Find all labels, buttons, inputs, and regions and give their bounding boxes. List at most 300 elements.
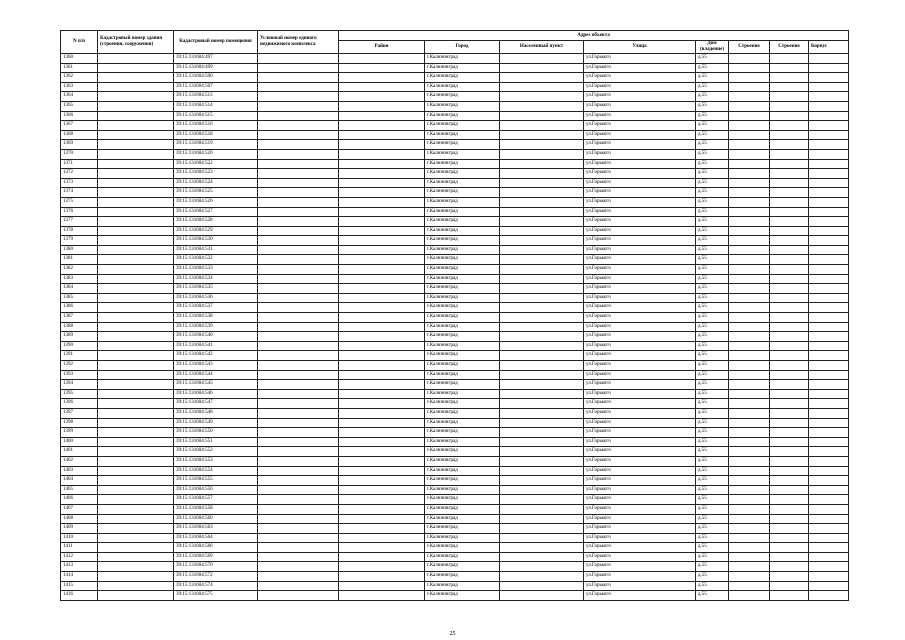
cell-city: г.Калининград xyxy=(425,562,500,572)
cell-block xyxy=(809,121,849,131)
cell-num: 1388 xyxy=(61,322,98,332)
cell-street: ул.Горького xyxy=(584,341,696,351)
table-row xyxy=(61,236,849,246)
cell-cad-room: 39:15:131604:557 xyxy=(174,495,258,505)
cell-cad-room: 39:15:131604:519 xyxy=(174,140,258,150)
cell-settlement xyxy=(500,361,584,371)
cell-street: ул.Горького xyxy=(584,389,696,399)
cell-cad-room: 39:15:131604:553 xyxy=(174,456,258,466)
cell-cad-building xyxy=(98,54,174,64)
cell-city: г.Калининград xyxy=(425,466,500,476)
cell-cad-room: 39:15:131604:569 xyxy=(174,552,258,562)
cell-korpus xyxy=(729,476,770,486)
cell-block xyxy=(809,236,849,246)
cell-settlement xyxy=(500,543,584,553)
col-header-cad-building: Кадастровый номер здания (строения, сооружения) xyxy=(98,31,174,54)
table-row xyxy=(61,514,849,524)
table-row xyxy=(61,399,849,409)
cell-cad-building xyxy=(98,82,174,92)
cell-korpus xyxy=(729,226,770,236)
cell-city: г.Калининград xyxy=(425,149,500,159)
cell-district xyxy=(339,466,425,476)
cell-street: ул.Горького xyxy=(584,408,696,418)
cell-street: ул.Горького xyxy=(584,524,696,534)
cell-complex xyxy=(258,447,339,457)
cell-street: ул.Горького xyxy=(584,63,696,73)
cell-street: ул.Горького xyxy=(584,370,696,380)
cell-house: д.55 xyxy=(696,572,729,582)
table-row xyxy=(61,188,849,198)
cell-cad-building xyxy=(98,226,174,236)
cell-city: г.Калининград xyxy=(425,274,500,284)
cell-korpus xyxy=(729,524,770,534)
cell-city: г.Калининград xyxy=(425,485,500,495)
cell-cad-room: 39:15:131604:563 xyxy=(174,524,258,534)
cell-cad-building xyxy=(98,408,174,418)
cell-cad-building xyxy=(98,197,174,207)
table-row xyxy=(61,245,849,255)
cell-block xyxy=(809,524,849,534)
cell-cad-room: 39:15:131604:541 xyxy=(174,341,258,351)
cell-house: д.55 xyxy=(696,130,729,140)
cell-block xyxy=(809,207,849,217)
cell-building xyxy=(770,466,809,476)
cell-district xyxy=(339,562,425,572)
cell-house: д.55 xyxy=(696,101,729,111)
table-row xyxy=(61,159,849,169)
cell-cad-room: 39:15:131604:538 xyxy=(174,313,258,323)
cell-num: 1408 xyxy=(61,514,98,524)
cell-korpus xyxy=(729,255,770,265)
cell-street: ул.Горького xyxy=(584,207,696,217)
cell-cad-building xyxy=(98,524,174,534)
table-row xyxy=(61,533,849,543)
cell-cad-room: 39:15:131604:537 xyxy=(174,303,258,313)
cell-complex xyxy=(258,245,339,255)
cell-cad-room: 39:15:131604:545 xyxy=(174,380,258,390)
cell-cad-room: 39:15:131604:534 xyxy=(174,274,258,284)
cell-house: д.55 xyxy=(696,197,729,207)
cell-cad-building xyxy=(98,341,174,351)
cell-city: г.Калининград xyxy=(425,255,500,265)
cell-cad-building xyxy=(98,504,174,514)
table-row xyxy=(61,418,849,428)
cell-cad-building xyxy=(98,332,174,342)
cell-settlement xyxy=(500,533,584,543)
cell-district xyxy=(339,92,425,102)
cell-num: 1407 xyxy=(61,504,98,514)
cell-complex xyxy=(258,140,339,150)
cell-house: д.55 xyxy=(696,255,729,265)
cell-settlement xyxy=(500,572,584,582)
cell-district xyxy=(339,380,425,390)
cell-korpus xyxy=(729,562,770,572)
cell-cad-room: 39:15:131604:532 xyxy=(174,255,258,265)
cell-cad-room: 39:15:131604:531 xyxy=(174,245,258,255)
cell-block xyxy=(809,313,849,323)
col-header-district: Район xyxy=(339,41,425,54)
cell-korpus xyxy=(729,389,770,399)
cell-district xyxy=(339,504,425,514)
cell-cad-building xyxy=(98,370,174,380)
cell-cad-room: 39:15:131604:548 xyxy=(174,408,258,418)
cell-house: д.55 xyxy=(696,226,729,236)
cell-street: ул.Горького xyxy=(584,504,696,514)
cell-city: г.Калининград xyxy=(425,428,500,438)
cell-district xyxy=(339,274,425,284)
cell-building xyxy=(770,274,809,284)
cell-settlement xyxy=(500,313,584,323)
cell-district xyxy=(339,169,425,179)
cell-cad-building xyxy=(98,245,174,255)
cell-cad-room: 39:15:131604:574 xyxy=(174,581,258,591)
cell-street: ул.Горького xyxy=(584,591,696,601)
cell-street: ул.Горького xyxy=(584,255,696,265)
cell-cad-room: 39:15:131604:542 xyxy=(174,351,258,361)
cell-settlement xyxy=(500,437,584,447)
col-header-block: Корпус xyxy=(809,41,849,54)
cell-settlement xyxy=(500,380,584,390)
cell-block xyxy=(809,361,849,371)
cell-complex xyxy=(258,399,339,409)
cell-block xyxy=(809,399,849,409)
cell-complex xyxy=(258,284,339,294)
cell-district xyxy=(339,197,425,207)
cell-house: д.55 xyxy=(696,245,729,255)
cell-district xyxy=(339,351,425,361)
cell-settlement xyxy=(500,456,584,466)
cell-complex xyxy=(258,130,339,140)
cell-cad-building xyxy=(98,303,174,313)
cell-street: ул.Горького xyxy=(584,217,696,227)
cell-num: 1386 xyxy=(61,303,98,313)
cell-settlement xyxy=(500,284,584,294)
cell-block xyxy=(809,63,849,73)
cell-city: г.Калининград xyxy=(425,322,500,332)
cell-cad-room: 39:15:131604:529 xyxy=(174,226,258,236)
cell-building xyxy=(770,207,809,217)
cell-complex xyxy=(258,437,339,447)
cell-num: 1371 xyxy=(61,159,98,169)
table-row xyxy=(61,63,849,73)
cell-block xyxy=(809,188,849,198)
cell-street: ул.Горького xyxy=(584,581,696,591)
cell-complex xyxy=(258,236,339,246)
cell-street: ул.Горького xyxy=(584,265,696,275)
cell-street: ул.Горького xyxy=(584,437,696,447)
table-row xyxy=(61,428,849,438)
cell-cad-building xyxy=(98,543,174,553)
cell-complex xyxy=(258,265,339,275)
cell-block xyxy=(809,581,849,591)
cell-settlement xyxy=(500,399,584,409)
cell-cad-building xyxy=(98,562,174,572)
cell-block xyxy=(809,341,849,351)
cell-settlement xyxy=(500,63,584,73)
cell-block xyxy=(809,197,849,207)
cell-complex xyxy=(258,581,339,591)
table-row xyxy=(61,485,849,495)
cell-num: 1360 xyxy=(61,54,98,64)
cell-settlement xyxy=(500,341,584,351)
cell-complex xyxy=(258,341,339,351)
cell-street: ул.Горького xyxy=(584,188,696,198)
cell-city: г.Калининград xyxy=(425,236,500,246)
cell-num: 1381 xyxy=(61,255,98,265)
cell-building xyxy=(770,255,809,265)
table-row xyxy=(61,303,849,313)
cell-house: д.55 xyxy=(696,428,729,438)
cell-num: 1394 xyxy=(61,380,98,390)
cell-settlement xyxy=(500,197,584,207)
cell-cad-building xyxy=(98,514,174,524)
cell-num: 1366 xyxy=(61,111,98,121)
cell-street: ул.Горького xyxy=(584,485,696,495)
cell-cad-room: 39:15:131604:560 xyxy=(174,514,258,524)
cell-city: г.Калининград xyxy=(425,380,500,390)
cell-cad-building xyxy=(98,178,174,188)
cell-house: д.55 xyxy=(696,524,729,534)
cell-district xyxy=(339,514,425,524)
cell-complex xyxy=(258,82,339,92)
cell-cad-building xyxy=(98,101,174,111)
cell-num: 1364 xyxy=(61,92,98,102)
cell-building xyxy=(770,149,809,159)
cell-num: 1409 xyxy=(61,524,98,534)
cell-cad-building xyxy=(98,572,174,582)
cell-num: 1370 xyxy=(61,149,98,159)
cell-cad-room: 39:15:131604:556 xyxy=(174,485,258,495)
cell-complex xyxy=(258,255,339,265)
cell-complex xyxy=(258,361,339,371)
cell-house: д.55 xyxy=(696,533,729,543)
cell-complex xyxy=(258,188,339,198)
cell-block xyxy=(809,92,849,102)
cell-building xyxy=(770,217,809,227)
cell-num: 1376 xyxy=(61,207,98,217)
cell-cad-room: 39:15:131604:536 xyxy=(174,293,258,303)
cell-district xyxy=(339,255,425,265)
cell-building xyxy=(770,456,809,466)
cell-complex xyxy=(258,226,339,236)
cell-building xyxy=(770,351,809,361)
cell-korpus xyxy=(729,572,770,582)
cell-district xyxy=(339,361,425,371)
cell-korpus xyxy=(729,274,770,284)
cell-cad-room: 39:15:131604:520 xyxy=(174,149,258,159)
cell-cad-room: 39:15:131604:572 xyxy=(174,572,258,582)
cell-num: 1392 xyxy=(61,361,98,371)
cell-num: 1382 xyxy=(61,265,98,275)
cell-district xyxy=(339,178,425,188)
cell-city: г.Калининград xyxy=(425,217,500,227)
cell-house: д.55 xyxy=(696,63,729,73)
cell-settlement xyxy=(500,245,584,255)
cell-cad-building xyxy=(98,92,174,102)
cell-num: 1384 xyxy=(61,284,98,294)
cell-num: 1380 xyxy=(61,245,98,255)
cell-cad-room: 39:15:131604:555 xyxy=(174,476,258,486)
cell-cad-building xyxy=(98,476,174,486)
cell-cad-building xyxy=(98,274,174,284)
cell-korpus xyxy=(729,447,770,457)
cell-complex xyxy=(258,514,339,524)
cell-cad-building xyxy=(98,533,174,543)
cell-korpus xyxy=(729,370,770,380)
cell-city: г.Калининград xyxy=(425,389,500,399)
cell-complex xyxy=(258,591,339,601)
cell-block xyxy=(809,111,849,121)
cell-num: 1397 xyxy=(61,408,98,418)
table-row xyxy=(61,111,849,121)
cell-building xyxy=(770,380,809,390)
cell-street: ул.Горького xyxy=(584,293,696,303)
cell-district xyxy=(339,73,425,83)
cell-complex xyxy=(258,495,339,505)
cell-city: г.Калининград xyxy=(425,159,500,169)
cell-district xyxy=(339,140,425,150)
cell-cad-room: 39:15:131604:549 xyxy=(174,418,258,428)
cell-building xyxy=(770,293,809,303)
cell-num: 1368 xyxy=(61,130,98,140)
cell-city: г.Калининград xyxy=(425,533,500,543)
cell-city: г.Калининград xyxy=(425,370,500,380)
cell-street: ул.Горького xyxy=(584,322,696,332)
cell-building xyxy=(770,572,809,582)
table-row xyxy=(61,437,849,447)
cell-korpus xyxy=(729,63,770,73)
cell-city: г.Калининград xyxy=(425,332,500,342)
cell-district xyxy=(339,149,425,159)
cell-district xyxy=(339,82,425,92)
cell-settlement xyxy=(500,428,584,438)
cell-cad-building xyxy=(98,361,174,371)
cell-cad-room: 39:15:131604:524 xyxy=(174,178,258,188)
cell-cad-building xyxy=(98,265,174,275)
cell-korpus xyxy=(729,92,770,102)
table-row xyxy=(61,73,849,83)
cell-cad-building xyxy=(98,149,174,159)
cell-korpus xyxy=(729,140,770,150)
cell-house: д.55 xyxy=(696,207,729,217)
cell-num: 1413 xyxy=(61,562,98,572)
cell-house: д.55 xyxy=(696,217,729,227)
cell-house: д.55 xyxy=(696,399,729,409)
cell-district xyxy=(339,236,425,246)
cell-district xyxy=(339,245,425,255)
cell-street: ул.Горького xyxy=(584,197,696,207)
cell-cad-building xyxy=(98,313,174,323)
cell-cad-building xyxy=(98,159,174,169)
cell-building xyxy=(770,236,809,246)
cell-settlement xyxy=(500,303,584,313)
cell-cad-building xyxy=(98,485,174,495)
cell-num: 1410 xyxy=(61,533,98,543)
cell-complex xyxy=(258,207,339,217)
cell-building xyxy=(770,332,809,342)
cell-settlement xyxy=(500,217,584,227)
cell-block xyxy=(809,572,849,582)
cell-street: ул.Горького xyxy=(584,418,696,428)
cell-district xyxy=(339,111,425,121)
cell-cad-building xyxy=(98,581,174,591)
property-register-table xyxy=(60,30,849,601)
cell-district xyxy=(339,284,425,294)
cell-settlement xyxy=(500,514,584,524)
cell-cad-room: 39:15:131604:539 xyxy=(174,322,258,332)
cell-korpus xyxy=(729,456,770,466)
cell-complex xyxy=(258,197,339,207)
cell-num: 1367 xyxy=(61,121,98,131)
cell-city: г.Калининград xyxy=(425,197,500,207)
cell-settlement xyxy=(500,322,584,332)
cell-complex xyxy=(258,313,339,323)
cell-building xyxy=(770,73,809,83)
cell-num: 1361 xyxy=(61,63,98,73)
col-header-num: N п/п xyxy=(61,31,98,54)
table-row xyxy=(61,591,849,601)
cell-korpus xyxy=(729,399,770,409)
cell-city: г.Калининград xyxy=(425,552,500,562)
cell-korpus xyxy=(729,303,770,313)
cell-settlement xyxy=(500,591,584,601)
cell-block xyxy=(809,101,849,111)
cell-city: г.Калининград xyxy=(425,524,500,534)
table-row xyxy=(61,82,849,92)
cell-cad-room: 39:15:131604:566 xyxy=(174,543,258,553)
table-row xyxy=(61,466,849,476)
cell-house: д.55 xyxy=(696,456,729,466)
cell-settlement xyxy=(500,466,584,476)
table-row xyxy=(61,332,849,342)
cell-building xyxy=(770,140,809,150)
cell-building xyxy=(770,437,809,447)
cell-building xyxy=(770,485,809,495)
cell-cad-room: 39:15:131604:552 xyxy=(174,447,258,457)
cell-house: д.55 xyxy=(696,149,729,159)
cell-district xyxy=(339,524,425,534)
cell-building xyxy=(770,284,809,294)
cell-num: 1369 xyxy=(61,140,98,150)
cell-house: д.55 xyxy=(696,313,729,323)
cell-settlement xyxy=(500,293,584,303)
cell-num: 1415 xyxy=(61,581,98,591)
cell-house: д.55 xyxy=(696,408,729,418)
cell-district xyxy=(339,226,425,236)
table-row xyxy=(61,313,849,323)
cell-block xyxy=(809,245,849,255)
cell-korpus xyxy=(729,504,770,514)
cell-korpus xyxy=(729,351,770,361)
table-row xyxy=(61,552,849,562)
cell-num: 1403 xyxy=(61,466,98,476)
col-header-korpus: Строение xyxy=(729,41,770,54)
table-row xyxy=(61,92,849,102)
cell-settlement xyxy=(500,370,584,380)
cell-building xyxy=(770,504,809,514)
cell-korpus xyxy=(729,466,770,476)
cell-korpus xyxy=(729,322,770,332)
cell-city: г.Калининград xyxy=(425,313,500,323)
cell-city: г.Калининград xyxy=(425,456,500,466)
cell-block xyxy=(809,476,849,486)
cell-district xyxy=(339,293,425,303)
cell-building xyxy=(770,428,809,438)
cell-building xyxy=(770,54,809,64)
cell-cad-room: 39:15:131604:540 xyxy=(174,332,258,342)
cell-building xyxy=(770,581,809,591)
cell-cad-room: 39:15:131604:514 xyxy=(174,101,258,111)
